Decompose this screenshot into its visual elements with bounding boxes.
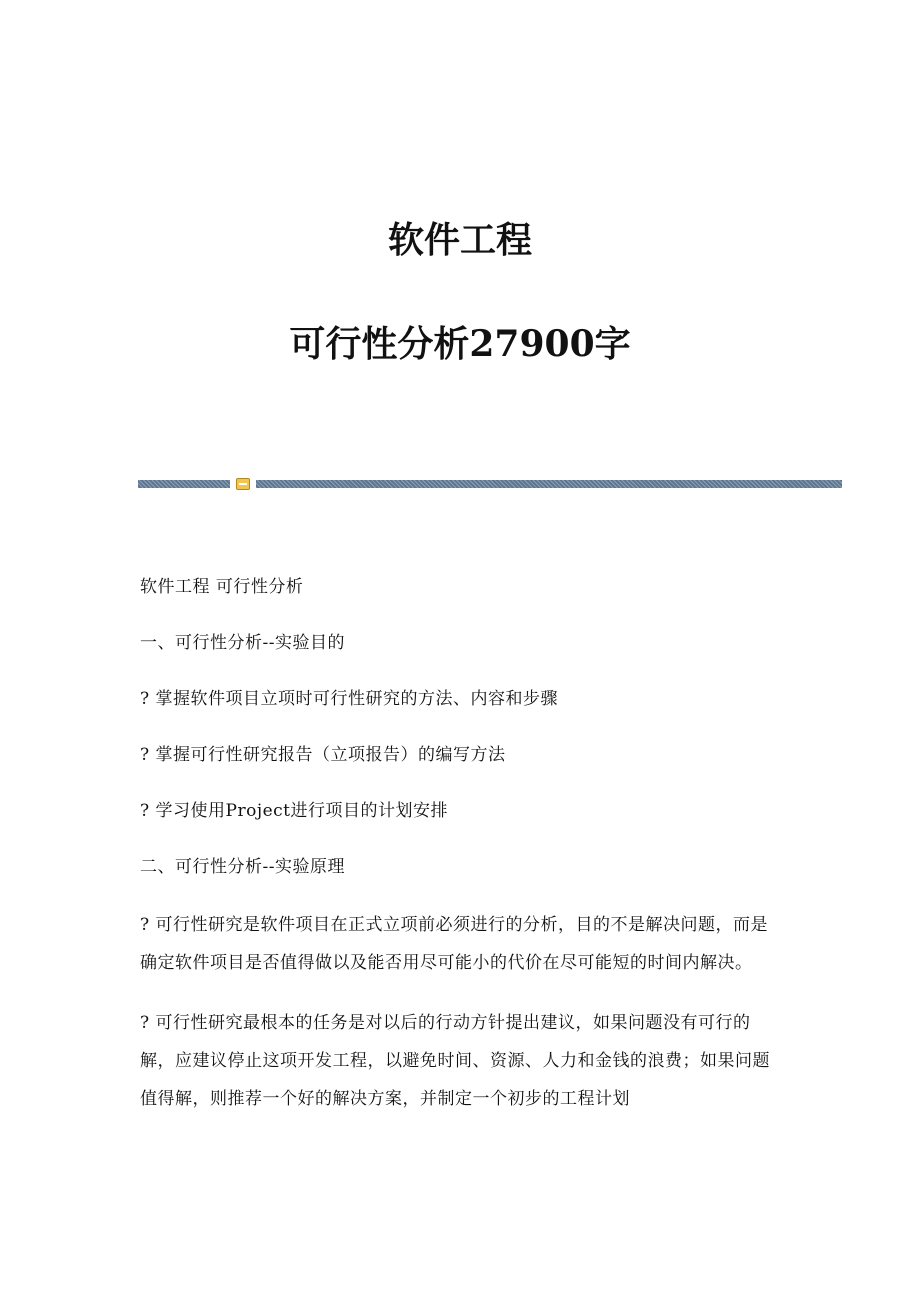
- bullet-paragraph: ? 可行性研究最根本的任务是对以后的行动方针提出建议，如果问题没有可行的解，应建议停止这项开发工程，以避免时间、资源、人力和金钱的浪费；如果问题值得解，则推荐一个好的解决方案，并制定一个初步的工程计划: [140, 1013, 770, 1109]
- document-title: 软件工程: [387, 219, 532, 261]
- section-heading-objectives: 一、可行性分析--实验目的: [140, 633, 345, 653]
- decorative-divider: [138, 478, 842, 490]
- bullet-paragraph: ? 可行性研究是软件项目在正式立项前必须进行的分析，目的不是解决问题，而是确定软件项目是否值得做以及能否用尽可能小的代价在尽可能短的时间内解决。: [140, 915, 769, 973]
- body-heading: 软件工程 可行性分析: [140, 577, 304, 597]
- bullet-item: ? 掌握软件项目立项时可行性研究的方法、内容和步骤: [140, 689, 559, 709]
- divider-bar-right: [256, 480, 842, 488]
- section-heading-principles: 二、可行性分析--实验原理: [140, 857, 345, 877]
- divider-bar-left: [138, 480, 230, 488]
- divider-ornament-icon: [236, 478, 250, 490]
- document-subtitle: 可行性分析27900字: [289, 323, 631, 365]
- document-body: [140, 570, 780, 1118]
- bullet-item: ? 掌握可行性研究报告（立项报告）的编写方法: [140, 745, 506, 765]
- bullet-item: ? 学习使用Project进行项目的计划安排: [140, 801, 449, 821]
